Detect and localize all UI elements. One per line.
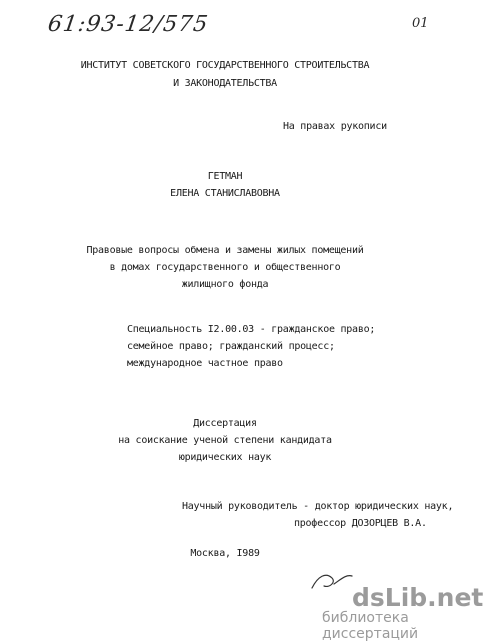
dslib-logo: dsLib.net [352,583,483,612]
handwritten-page-number: 01 [412,16,429,31]
dissertation-line-1: Диссертация [193,418,257,429]
institute-line-1: ИНСТИТУТ СОВЕТСКОГО ГОСУДАРСТВЕННОГО СТРОИТЕЛЬСТВА [80,60,370,71]
supervisor-line-1: Научный руководитель - доктор юридических наук, [182,501,454,512]
specialty-line-1: Специальность I2.00.03 - гражданское право; [127,324,376,335]
dissertation-line-3: юридических наук [178,452,272,463]
dslib-tagline: библиотека диссертаций [322,610,419,642]
rights-notice: На правах рукописи [283,121,387,132]
title-line-2: в домах государственного и общественного [109,262,341,273]
author-name: ЕЛЕНА СТАНИСЛАВОВНА [170,188,280,199]
specialty-line-3: международное частное право [127,358,283,369]
supervisor-line-2: профессор ДОЗОРЦЕВ В.А. [294,518,427,529]
specialty-line-2: семейное право; гражданский процесс; [127,341,335,352]
author-surname: ГЕТМАН [207,171,243,182]
dissertation-line-2: на соискание ученой степени кандидата [118,435,332,446]
place-year: Москва, I989 [190,548,260,559]
title-line-1: Правовые вопросы обмена и замены жилых помещений [86,245,364,256]
handwritten-code: 61:93-12/575 [46,12,210,37]
title-line-3: жилищного фонда [181,279,269,290]
handwritten-signature [310,570,354,592]
institute-line-2: И ЗАКОНОДАТЕЛЬСТВА [173,78,277,89]
